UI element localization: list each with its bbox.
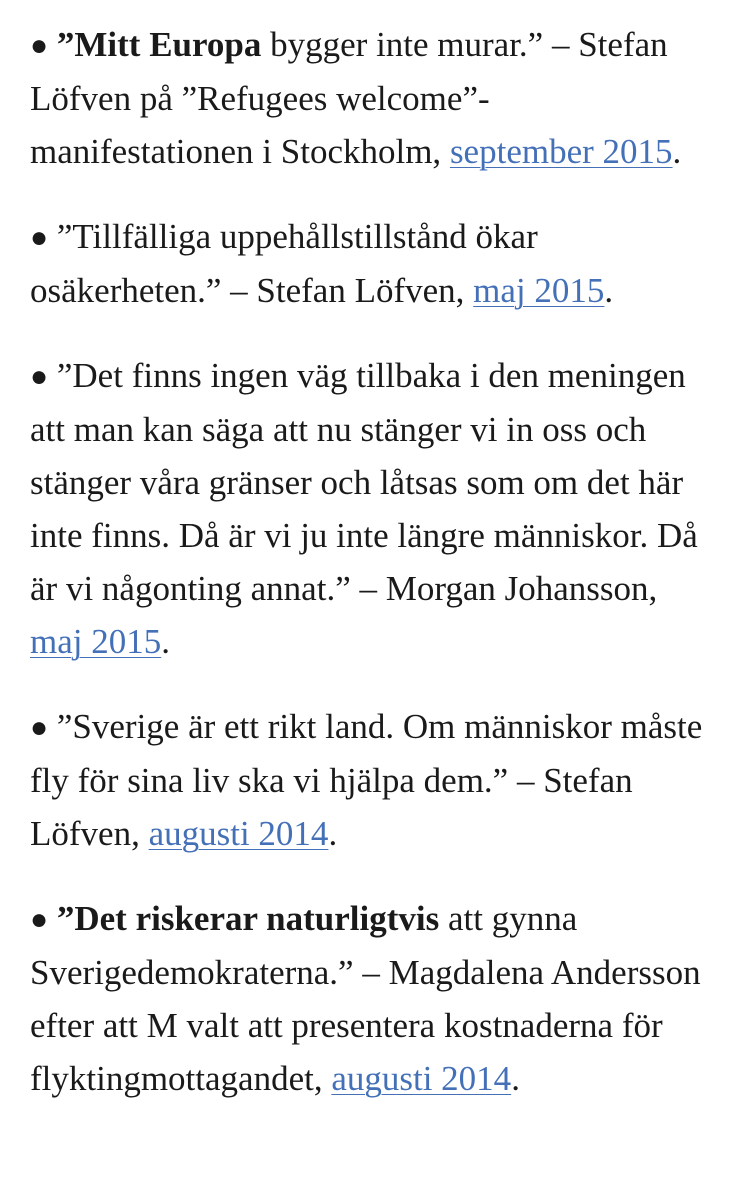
quote-lead: ”Det riskerar naturligtvis (56, 899, 440, 938)
quote-end: . (672, 132, 682, 171)
bullet-icon: ● (30, 903, 49, 936)
quote-end: . (511, 1059, 520, 1098)
bullet-icon: ● (30, 29, 49, 62)
quote-end: . (604, 271, 614, 310)
quote-item (30, 349, 710, 668)
quote-text: ”Det finns ingen väg tillbaka i den meningen att man kan säga att nu stänger vi in oss och stänger våra gränser och låtsas som om det här inte finns. Då är vi ju inte längre människor. Då är vi någonting annat.” – Morgan Johansson, (30, 356, 698, 608)
quote-text: ”Tillfälliga uppehållstillstånd ökar osäkerheten.” – Stefan Löfven, (30, 217, 538, 310)
quote-end: . (161, 622, 170, 661)
quote-item (30, 700, 710, 860)
source-link[interactable]: september 2015 (449, 132, 673, 171)
quote-text: bygger inte murar.” – Stefan Löfven på ”Refugees welcome”-manifestationen i Stockholm, (30, 25, 668, 171)
quote-text: att gynna Sverigedemokraterna.” – Magdalena Andersson efter att M valt att presentera kostnaderna för flyktingmottagandet, (30, 899, 701, 1098)
source-link[interactable]: augusti 2014 (331, 1059, 512, 1098)
bullet-icon: ● (30, 360, 49, 393)
source-link[interactable]: augusti 2014 (148, 814, 329, 853)
quote-item (30, 892, 710, 1105)
quote-text: ”Sverige är ett rikt land. Om människor måste fly för sina liv ska vi hjälpa dem.” – Stefan Löfven, (30, 707, 703, 853)
bullet-icon: ● (30, 221, 49, 254)
source-link[interactable]: maj 2015 (30, 622, 162, 661)
bullet-icon: ● (30, 711, 49, 744)
quote-end: . (328, 814, 338, 853)
quote-lead: ”Mitt Europa (56, 25, 262, 64)
source-link[interactable]: maj 2015 (473, 271, 605, 310)
quote-item (30, 18, 710, 178)
quote-item (30, 210, 710, 317)
article-body (30, 18, 710, 1137)
